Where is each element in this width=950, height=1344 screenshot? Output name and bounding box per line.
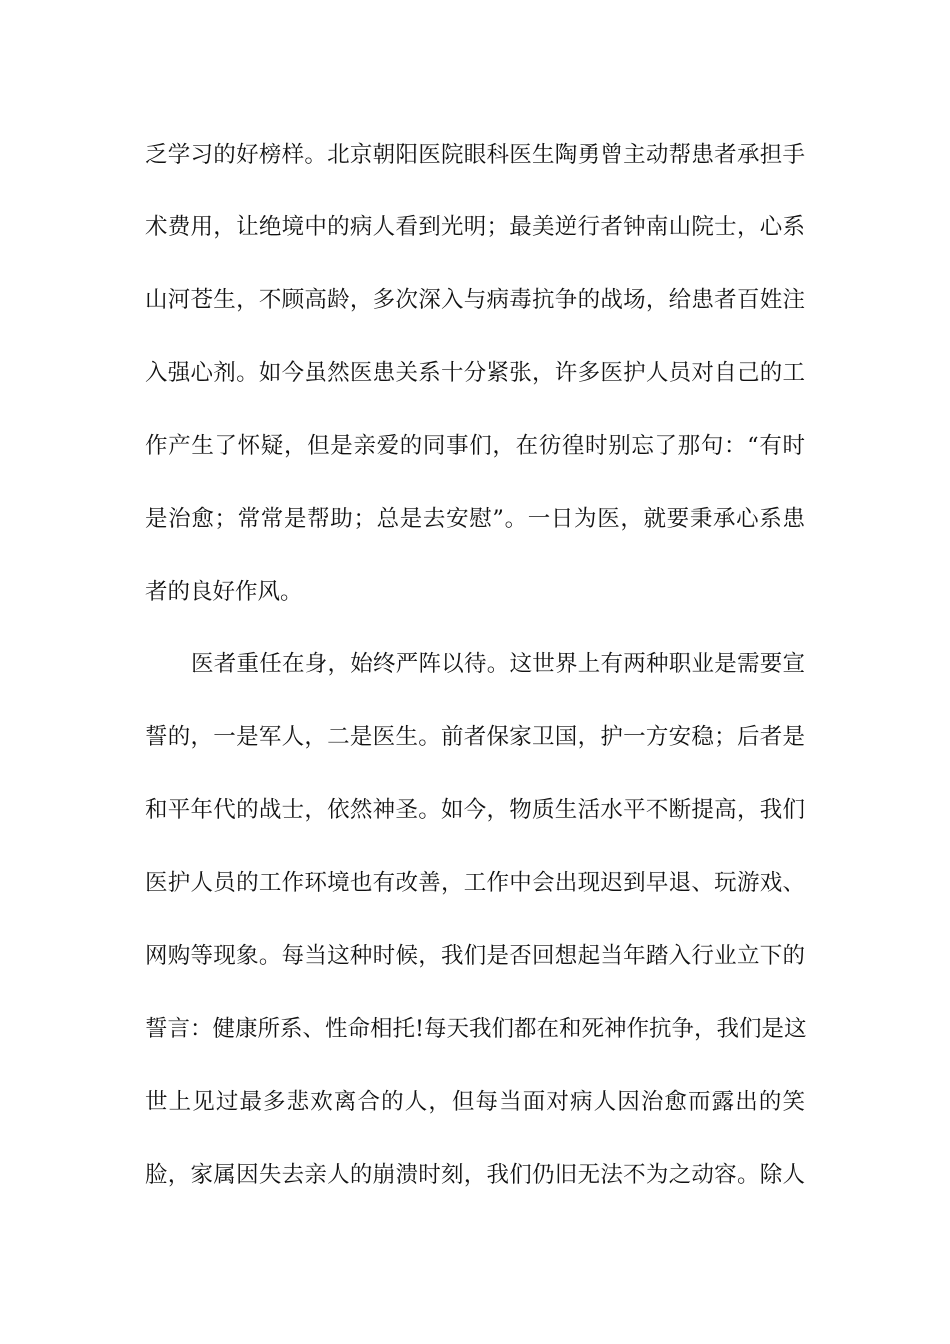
text-line: 术费用，让绝境中的病人看到光明；最美逆行者钟南山院士，心系 (145, 214, 805, 240)
text-line: 作产生了怀疑，但是亲爱的同事们，在彷徨时别忘了那句：“有时 (145, 433, 805, 459)
text-line: 誓言：健康所系、性命相托!每天我们都在和死神作抗争，我们是这 (145, 1016, 807, 1042)
text-line: 者的良好作风。 (145, 579, 303, 605)
text-line: 世上见过最多悲欢离合的人，但每当面对病人因治愈而露出的笑 (145, 1089, 805, 1115)
text-line: 医护人员的工作环境也有改善，工作中会出现迟到早退、玩游戏、 (145, 870, 805, 896)
text-line: 乏学习的好榜样。北京朝阳医院眼科医生陶勇曾主动帮患者承担手 (145, 142, 805, 168)
text-line: 网购等现象。每当这种时候，我们是否回想起当年踏入行业立下的 (145, 943, 805, 969)
text-line: 山河苍生，不顾高龄，多次深入与病毒抗争的战场，给患者百姓注 (145, 287, 805, 313)
text-line: 是治愈；常常是帮助；总是去安慰”。一日为医，就要秉承心系患 (145, 506, 805, 532)
text-line: 医者重任在身，始终严阵以待。这世界上有两种职业是需要宣 (191, 651, 805, 677)
text-line: 和平年代的战士，依然神圣。如今，物质生活水平不断提高，我们 (145, 797, 805, 823)
text-line: 脸，家属因失去亲人的崩溃时刻，我们仍旧无法不为之动容。除人 (145, 1162, 805, 1188)
text-line: 誓的，一是军人，二是医生。前者保家卫国，护一方安稳；后者是 (145, 724, 805, 750)
text-line: 入强心剂。如今虽然医患关系十分紧张，许多医护人员对自己的工 (145, 360, 805, 386)
